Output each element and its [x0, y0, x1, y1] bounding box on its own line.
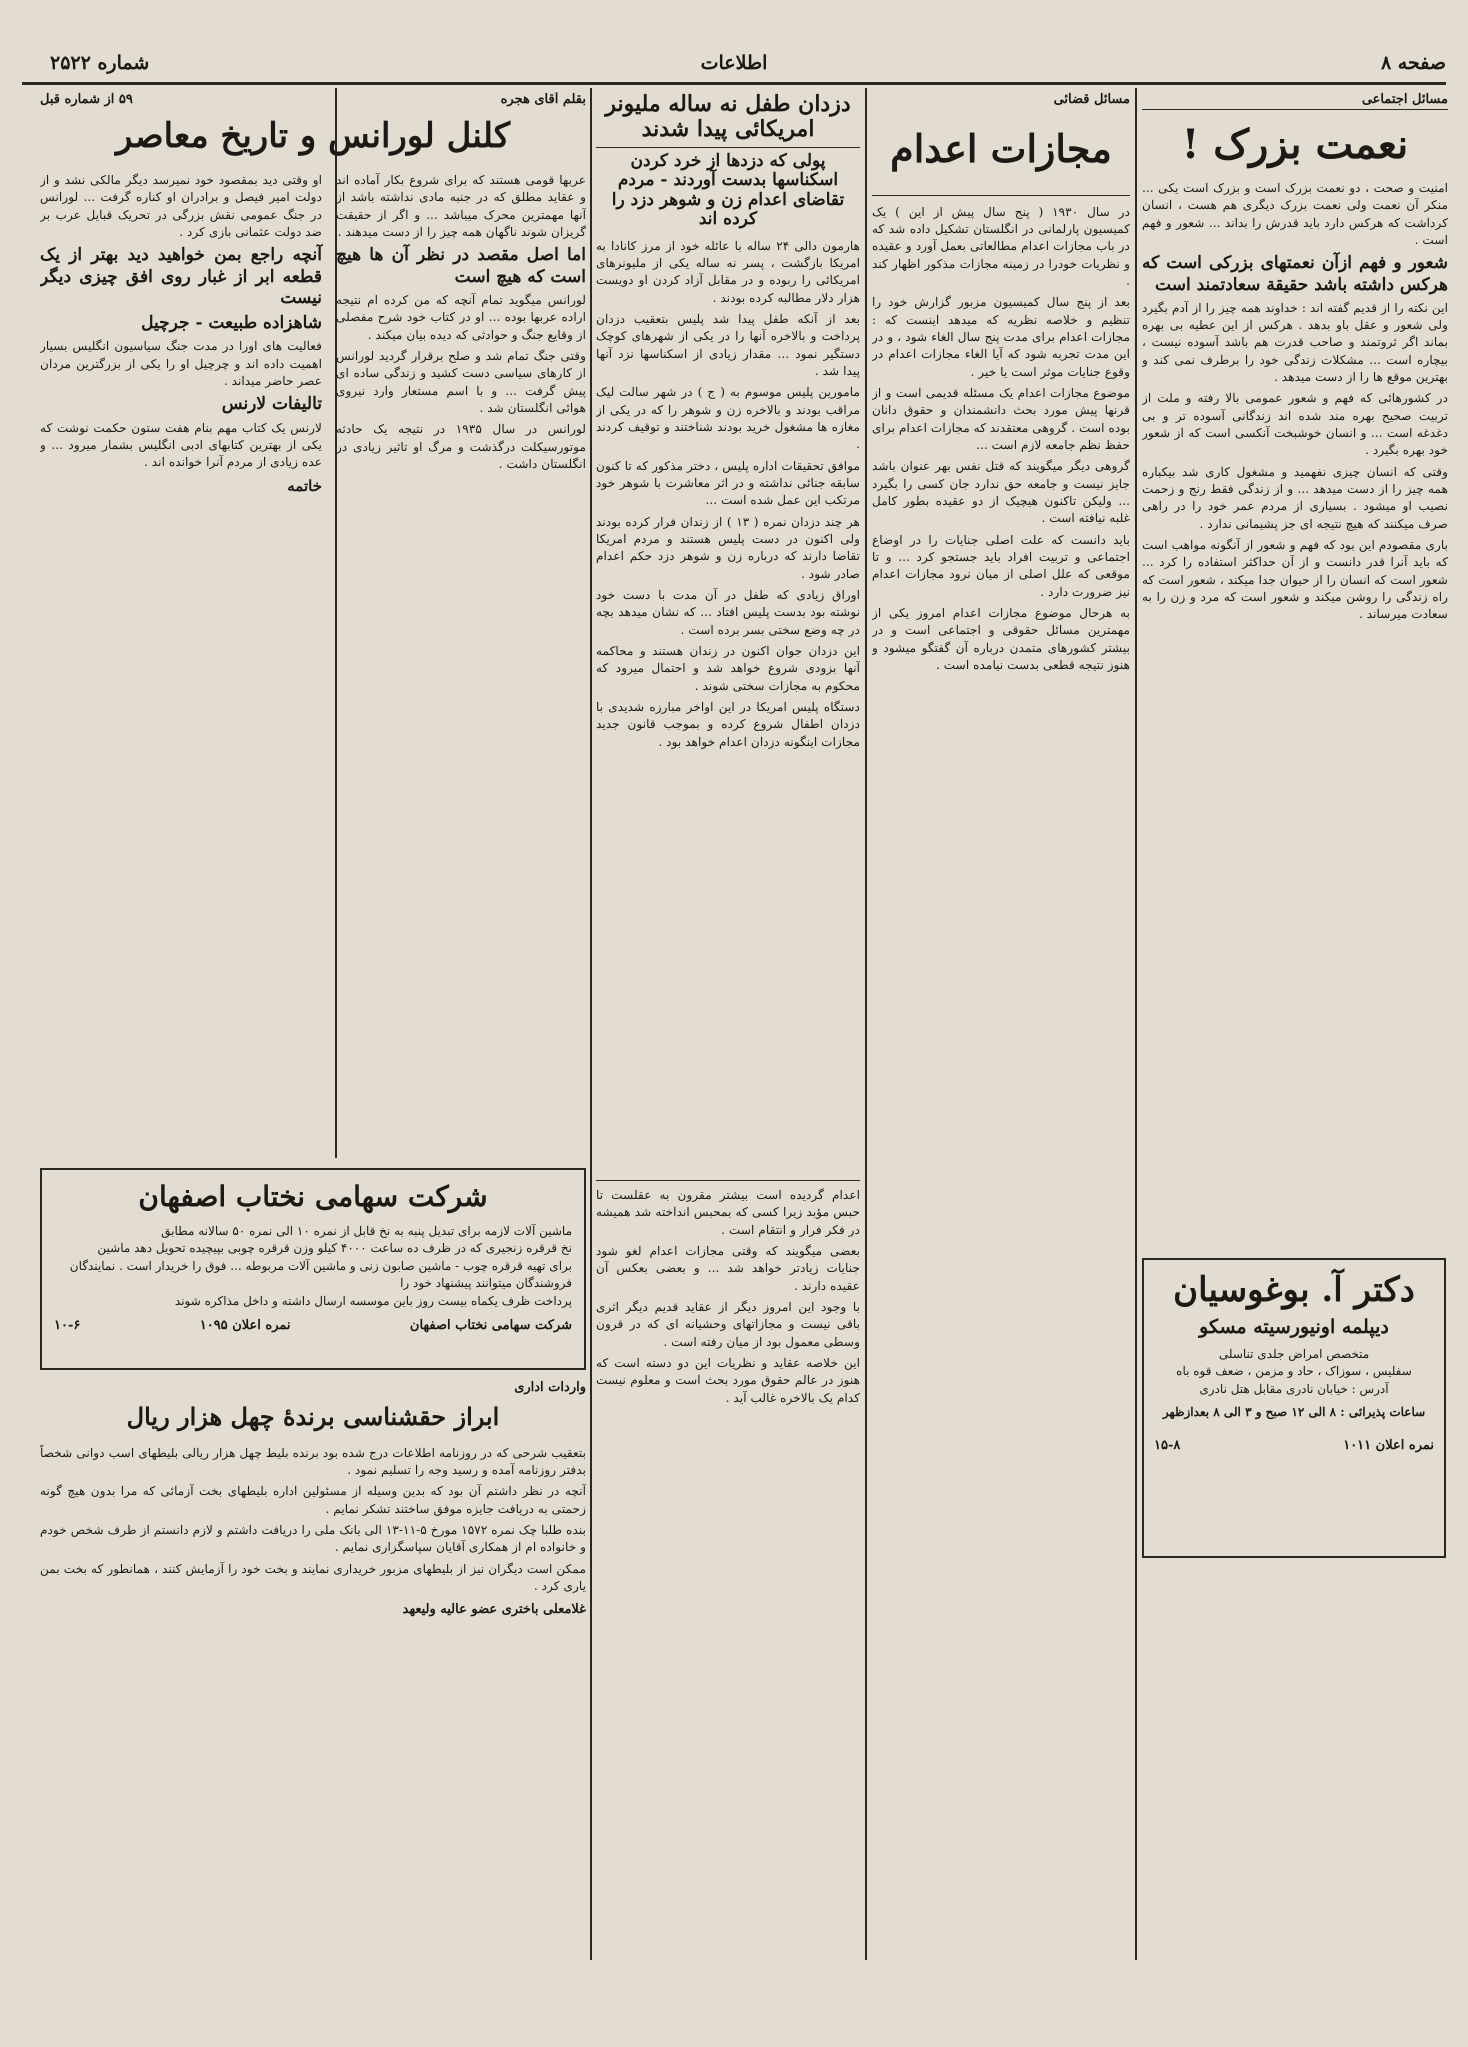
company-ad-line: پرداخت ظرف یکماه بیست روز باین موسسه ارسال داشته و داخل مذاکره شوند: [174, 1293, 572, 1308]
paragraph: بعد از پنج سال کمیسیون مزبور گزارش خود را تنظیم و خلاصه نظریه که میدهد اینست که : مجازات اعدام برای مدت پنج سال الغاء شود ، و در این مدت تجربه شود که آیا الغاء مجازات اعدام در وقوع جنایات موثر است یا خیر .: [872, 295, 1130, 379]
article-end-mark: خاتمه: [287, 476, 322, 495]
doctor-treatments: سفلیس ، سوزاک ، حاد و مزمن ، ضعف قوه باه: [1176, 1364, 1412, 1379]
column-divider: [1135, 88, 1137, 1960]
ad-number: نمره اعلان ۱۰۱۱: [1343, 1437, 1434, 1453]
company-ad-footer: [54, 1318, 572, 1333]
column-social-issues: [1142, 92, 1448, 1252]
article-headline: دزدان طفل نه ساله ملیونر امریکائی پیدا شدند: [605, 92, 851, 143]
paragraph: وقتی جنگ تمام شد و صلح برقرار گردید لورانس از کارهای سیاسی دست کشید و زندگی ساده ای پیش گرفت ... و با اسم مستعار وارد نیروی هوائی انگلستان شد .: [336, 348, 586, 415]
divider: [1142, 109, 1448, 110]
paragraph: دستگاه پلیس امریکا در این اواخر مبارزه شدیدی با دزدان اطفال شروع کرده و بموجب قانون جدید مجازات اینگونه دزدان اعدام خواهد بود .: [596, 699, 860, 749]
article-subhead: شعور و فهم ازآن نعمتهای بزرکی است که هرکس داشته باشد حقیقة سعادتمند است: [1142, 253, 1448, 295]
paragraph: هارمون دالی ۲۴ ساله با عائله خود از مرز کانادا به امریکا بازگشت ، پسر نه ساله یکی از ملیونرهای امریکائی را ربوده و در مقابل آزاد کردن او دویست هزار دلار مطالبه کرده بودند .: [596, 238, 860, 305]
company-ad-code: ۱۰-۶: [54, 1317, 81, 1333]
article-headline: مجازات اعدام: [890, 126, 1112, 171]
article-subhead: آنچه راجع بمن خواهید دید بهتر از یک قطعه ابر از غبار روی افق چیزی دیگر نیست: [40, 245, 322, 308]
column-divider: [865, 88, 867, 1960]
article-body-left: [40, 172, 322, 497]
column-kidnapping-story: [596, 92, 860, 1162]
doctor-advertisement: [1142, 1258, 1446, 1558]
article-body: [596, 238, 860, 751]
article-columns: [40, 172, 586, 497]
page-number: صفحه ۸: [1380, 52, 1446, 74]
doctor-specialty: متخصص امراض جلدی تناسلی: [1218, 1347, 1370, 1361]
paragraph: این نکته را از قدیم گفته اند : خداوند همه چیز را از آدم بگیرد ولی شعور و عقل باو بدهد . هرکس از این عطیه بی بهره بماند اگر ثروتمند و صاحب قدرت هم باشد آسوده نیست ، بیچاره است ... مشکلات زندگی خود را برطرف نمی کند و بهترین موقع ها را از دست میدهد .: [1142, 300, 1448, 385]
section-label: مسائل قضائی: [1053, 92, 1130, 107]
article-deck: پولی که دزدها از خرد کردن اسکناسها بدست آوردند - مردم تقاضای اعدام زن و شوهر دزد را کرده اند: [611, 150, 845, 230]
company-ad-line: نخ قرقره زنجیری که در ظرف ده ساعت ۴۰۰۰ کیلو وزن قرقره چوبی بپیچیده تحویل دهد ماشین: [97, 1241, 572, 1256]
article-continuation-note: ۵۹ از شماره قبل: [40, 92, 133, 107]
company-ad-signature: شرکت سهامی نختاب اصفهان: [409, 1317, 572, 1333]
doctor-hours: ساعات پذیرائی : ۸ الی ۱۲ صبح و ۳ الی ۸ بعدازظهر: [1162, 1405, 1426, 1420]
paragraph: بنده طلبا چک نمره ۱۵۷۲ مورخ ۵-۱۱-۱۳ الی بانک ملی را دریافت داشتم و لازم دانستم از طرف شخص خودم و خانواده ام از همکاری آقایان سپاسگزاری نمایم .: [40, 1522, 586, 1555]
ad-footer: [1154, 1438, 1434, 1453]
article-body: [40, 1445, 586, 1620]
paragraph: باری مقصودم این بود که فهم و شعور از آنگونه مواهب است که باید آنرا قدر دانست و از آن حداکثر استفاده را کرد ... شعور است که انسان را از حیوان جدا میکند ، شعور است که راه زندگی را روشن میکند و شعور است که مرد و زن را به سعادت میرساند .: [1142, 538, 1448, 622]
issue-number: شماره ۲۵۲۲: [50, 52, 150, 74]
divider: [596, 147, 860, 148]
company-ad-line: ماشین آلات لازمه برای تبدیل پنبه به نخ قابل از نمره ۱۰ الی نمره ۵۰ سالانه مطابق: [161, 1224, 572, 1238]
doctor-name: دکتر آ. بوغوسیان: [1173, 1270, 1415, 1310]
article-subhead: شاهزاده طبیعت - جرچیل: [141, 313, 322, 334]
paragraph: هر چند دزدان نمره ( ۱۳ ) از زندان فرار کرده بودند ولی اکنون در دست پلیس هستند و مردم امریکا تقاضا دارند که درباره زن و شوهر دزد حکم اعدام صادر شود .: [596, 514, 860, 581]
column-judicial: [872, 92, 1130, 1952]
paragraph: این دزدان جوان اکنون در زندان هستند و محاکمه آنها بزودی شروع خواهد شد و احتمال میرود که محکوم به مجازات سختی شوند .: [596, 644, 860, 693]
doctor-degree: دیپلمه اونیورسیته مسکو: [1199, 1316, 1389, 1338]
column-divider: [590, 1168, 592, 1960]
paragraph: بعضی میگویند که وقتی مجازات اعدام لغو شود جنایات زیادتر خواهد شد ... و بعضی بعکس آن عقیده دارند .: [596, 1243, 860, 1293]
gratitude-article: [40, 1380, 586, 1960]
divider: [872, 195, 1130, 196]
paragraph: موضوع مجازات اعدام یک مسئله قدیمی است و از قرنها پیش مورد بحث دانشمندان و حقوق دانان بوده است . گروهی معتقدند که مجازات اعدام برای حفظ نظم جامعه لازم است ...: [872, 385, 1130, 452]
column-divider: [590, 88, 592, 1168]
paragraph: لورانس در سال ۱۹۳۵ در نتیجه یک حادثه موتورسیکلت درگذشت و مرگ او تاثیر زیادی در انگلستان داشت .: [336, 422, 586, 471]
article-body: [872, 204, 1130, 675]
article-headline: ابراز حقشناسی برندهٔ چهل هزار ریال: [126, 1402, 500, 1431]
doctor-address: آدرس : خیابان نادری مقابل هتل نادری: [1199, 1381, 1389, 1396]
article-byline: بقلم آقای هجره: [500, 92, 586, 107]
paragraph: فعالیت های اورا در مدت جنگ سیاسیون انگلیس بسیار اهمیت داده اند و چرچیل او را یکی از بزرگترین مردان عصر حاضر میداند .: [40, 339, 322, 389]
article-body-right: [336, 172, 586, 497]
paragraph: امنیت و صحت ، دو نعمت بزرک است و بزرک است یکی ... منکر آن نعمت ولی نعمت بزرک دیگری هم هست ، انسان کرداشت که هرکس دارد باید قدرش را بداند ... شعور و فهم است .: [1142, 181, 1448, 247]
column-lawrence-article: [40, 92, 586, 1162]
paragraph: باید دانست که علت اصلی جنایات را در اوضاع اجتماعی و تربیت افراد باید جستجو کرد ... و تا موقعی که علل اصلی از میان نرود مجازات اعدام نیز ضرورت دارد .: [872, 532, 1130, 599]
execution-continuation: [596, 1180, 860, 1950]
paragraph: موافق تحقیقات اداره پلیس ، دختر مذکور که تا کنون سابقه جنائی نداشته و در اثر معاشرت با شوهر خود مرتکب این عمل شده است ...: [596, 458, 860, 508]
paragraph: وقتی که انسان چیزی نفهمید و مشغول کاری شد بیکباره همه چیز را از دست میدهد ... و از زندگی فقط رنج و زحمت نصیب او میشود . بسیاری از مردم عمر خود را در راهی صرف میکنند که هیچ نتیجه ای جز پشیمانی ندارد .: [1142, 464, 1448, 531]
paragraph: بعد از آنکه طفل پیدا شد پلیس بتعقیب دزدان پرداخت و بالاخره آنها را در یکی از شهرهای کوچک دستگیر نمود ... مقدار زیادی از اسکناسها نزد آنها پیدا شد .: [596, 312, 860, 379]
paragraph: ممکن است دیگران نیز از بلیطهای مزبور خریداری نمایند و بخت خود را آزمایش کنند ، همانطور که بخت بمن یاری کرد .: [40, 1561, 586, 1593]
company-advertisement: [40, 1168, 586, 1370]
paragraph: او وقتی دید بمقصود خود نمیرسد دیگر مالکی نشد و از دولت امیر فیصل و برادران او کناره گرفت ... لورانس در جنگ عمومی نقش بزرگی در تحریک قبایل عرب بر ضد دولت عثمانی بازی کرد .: [40, 173, 322, 240]
ad-code: ۱۵-۸: [1154, 1437, 1181, 1453]
paragraph: در سال ۱۹۳۰ ( پنج سال پیش از این ) یک کمیسیون پارلمانی در انگلستان تشکیل داده شد که در باب مجازات اعدام مطالعاتی بعمل آورد و عقیده و نظریات خودرا در زمینه مجازات مذکور اظهار کند .: [872, 204, 1130, 288]
header-rule: [22, 82, 1446, 85]
article-subhead: تالیفات لارنس: [221, 394, 322, 415]
article-subhead: اما اصل مقصد در نظر آن ها هیچ است که هیچ است: [336, 245, 586, 287]
paragraph: لورانس میگوید تمام آنچه که من کرده ام نتیجه اراده عربها بوده ... او در کتاب خود شرح مفصلی از وقایع جنگ و حوادثی که دیده بیان میکند .: [336, 292, 586, 342]
newspaper-title: اطلاعات: [700, 52, 768, 74]
company-ad-number: نمره اعلان ۱۰۹۵: [199, 1317, 291, 1333]
company-ad-title: شرکت سهامی نختاب اصفهان: [138, 1180, 488, 1213]
paragraph: اوراق زیادی که طفل در آن مدت با دست خود نوشته بود بدست پلیس افتاد ... که نشان میدهد بچه در چه وضع سختی بسر برده است .: [596, 588, 860, 637]
article-body: [596, 1187, 860, 1407]
paragraph: این خلاصه عقاید و نظریات این دو دسته است که هنوز در عالم حقوق مورد بحث است و معلوم نیست کدام یک بالاخره غالب آید .: [596, 1355, 860, 1405]
paragraph: با وجود این امروز دیگر از عقاید قدیم دیگر اثری باقی نیست و مجازاتهای وحشیانه ای که در قرون وسطی معمول بود از میان رفته است .: [596, 1299, 860, 1349]
paragraph: آنچه در نظر داشتم آن بود که بدین وسیله از مسئولین اداره بلیطهای بخت آزمائی که مرا بدون هیچ گونه زحمتی به دریافت جایزه موفق ساختند تشکر نمایم .: [40, 1484, 586, 1516]
paragraph: در کشورهائی که فهم و شعور عمومی بالا رفته و ملت از تربیت صحیح بهره مند شده اند زندگانی آسوده تر و بی دغدغه است ... و انسان خوشبخت آنکسی است که از شعور خود بهره بگیرد .: [1142, 391, 1448, 458]
article-headline: نعمت بزرک !: [1181, 121, 1409, 168]
article-body: [1142, 180, 1448, 624]
divider: [596, 1180, 860, 1181]
article-meta: [40, 92, 586, 107]
paragraph: لارنس یک کتاب مهم بنام هفت ستون حکمت نوشت که یکی از بهترین کتابهای ادبی انگلیس بشمار میرود ... و عده زیادی از مردم آنرا خوانده اند .: [40, 420, 322, 470]
paragraph: اعدام گردیده است بیشتر مقرون به عقلست تا حبس مؤبد زیرا کسی که بمحبس انداخته شد همیشه در فکر فرار و انتقام است .: [596, 1188, 860, 1237]
section-label: مسائل اجتماعی: [1361, 92, 1448, 107]
paragraph: مامورین پلیس موسوم به ( ج ) در شهر سالت لیک مراقب بودند و بالاخره زن و شوهر را که در یکی از مغازه ها مشغول خرید بودند شناختند و توقیف کردند .: [596, 385, 860, 452]
paragraph: به هرحال موضوع مجازات اعدام امروز یکی از مهمترین مسائل حقوقی و اجتماعی است و در بیشتر کشورهای متمدن درباره آن گفتگو میشود و هنوز نتیجه قطعی بدست نیامده است .: [872, 605, 1130, 672]
article-signature: غلامعلی باختری عضو عالیه ولیعهد: [402, 1602, 586, 1618]
company-ad-line: برای تهیه قرقره چوب - ماشین صابون زنی و ماشین آلات مربوطه ... فوق را خریدار است . نمایندگان فروشندگان میتوانند پیشنهاد خود را: [69, 1258, 572, 1291]
paragraph: عربها قومی هستند که برای شروع بکار آماده اند و عقاید مطلق که در جنبه مادی نداشته باشد از آنها مهمترین محرک میباشد ... و اگر از حقیقت گریزان شوند ناگهان همه چیز را از دست میدهند .: [336, 173, 586, 240]
section-label: واردات اداری: [514, 1380, 586, 1395]
paragraph: بتعقیب شرحی که در روزنامه اطلاعات درج شده بود برنده بلیط چهل هزار ریالی بلیطهای اسب دوانی شخصاً بدفتر روزنامه آمده و رسید وجه را تسلیم نمود .: [40, 1445, 586, 1477]
article-headline: کلنل لورانس و تاریخ معاصر: [115, 116, 511, 156]
paragraph: گروهی دیگر میگویند که قتل نفس بهر عنوان باشد جایز نیست و جامعه حق ندارد جان کسی را بگیرد ... ولیکن تاکنون هیچیک از دو عقیده بطور کامل غلبه نیافته است .: [872, 459, 1130, 526]
